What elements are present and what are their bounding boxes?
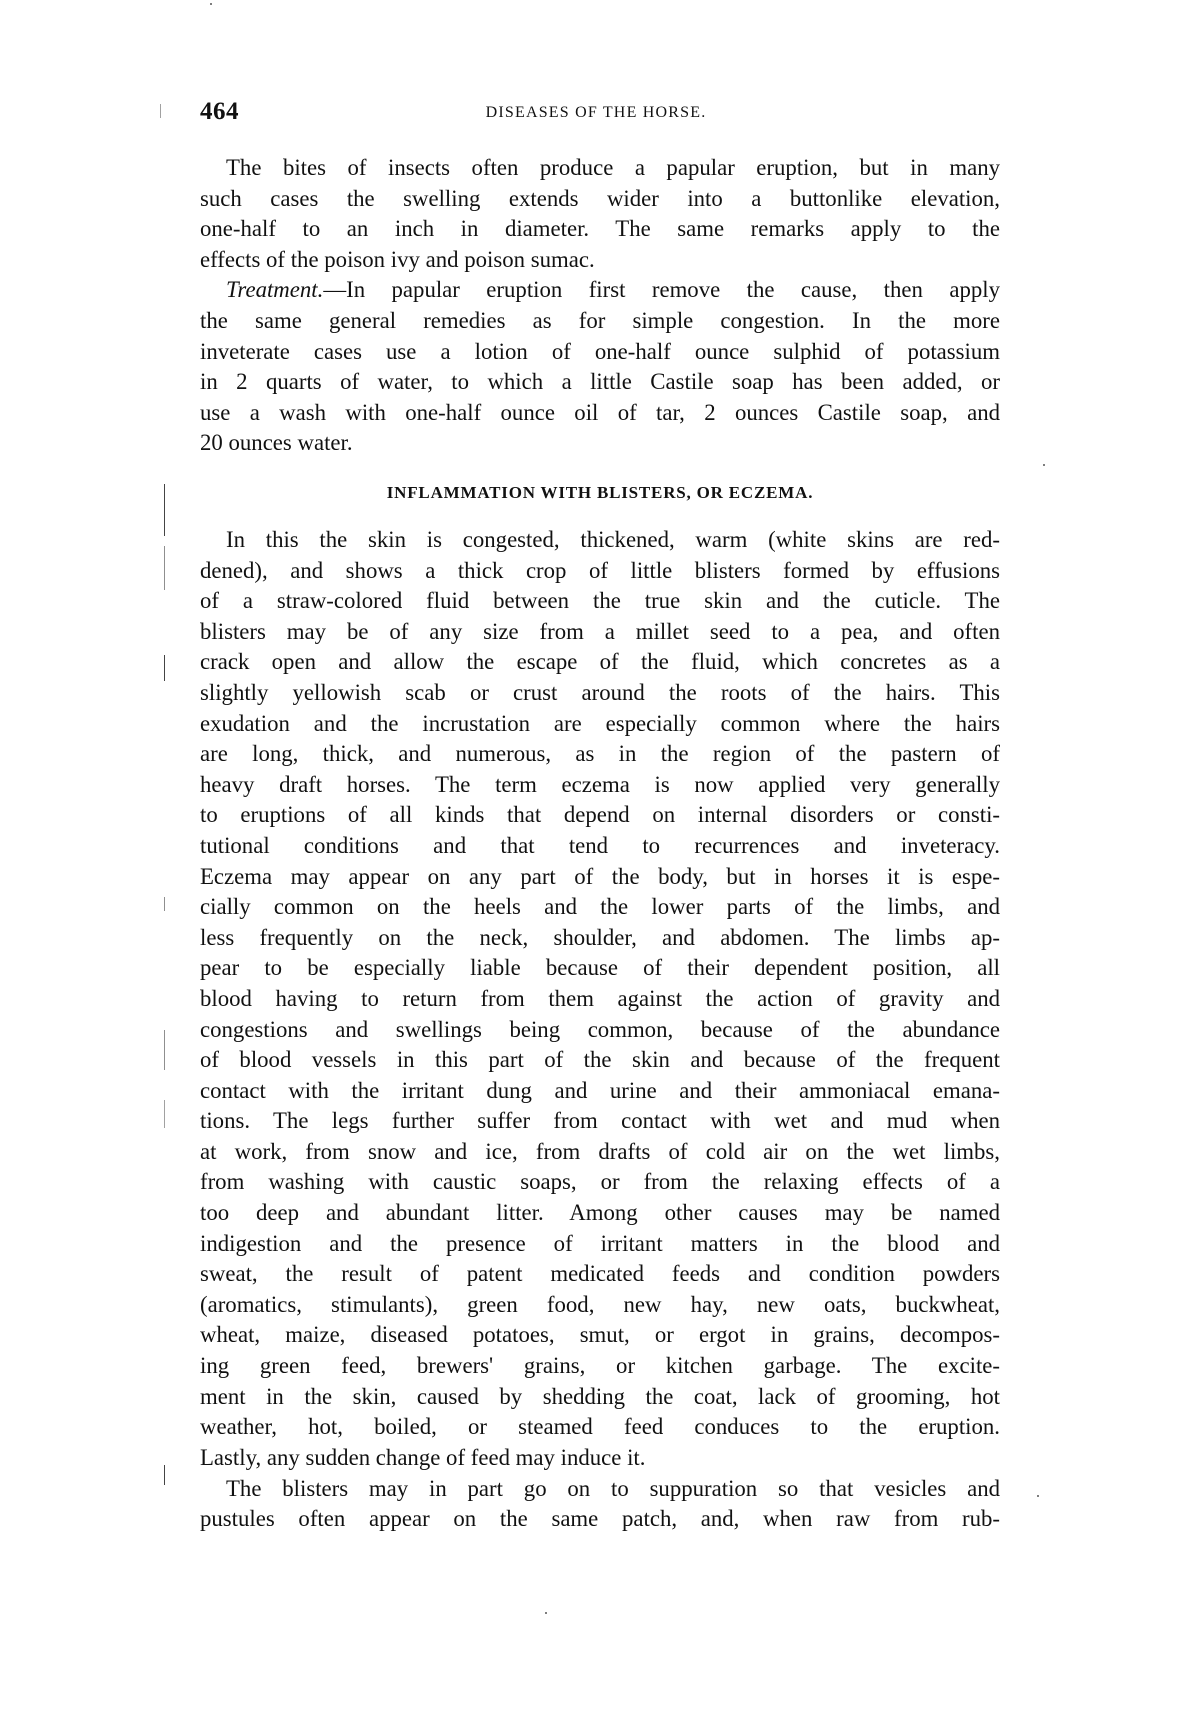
scan-margin-mark bbox=[164, 484, 165, 536]
text-line: pustules often appear on the same patch, and, when raw from rub- bbox=[200, 1506, 1000, 1532]
text-line: Lastly, any sudden change of feed may induce it. bbox=[200, 1444, 646, 1470]
text-line: contact with the irritant dung and urine and their ammoniacal emana- bbox=[200, 1077, 1000, 1103]
scan-speck bbox=[1043, 464, 1045, 466]
text-line: 20 ounces water. bbox=[200, 430, 353, 456]
text-line: ment in the skin, caused by shedding the coat, lack of grooming, hot bbox=[200, 1383, 1000, 1409]
text-line: ing green feed, brewers' grains, or kitchen garbage. The excite- bbox=[200, 1353, 1000, 1379]
scan-margin-mark bbox=[164, 1030, 165, 1070]
scan-speck bbox=[210, 3, 212, 5]
scan-margin-mark bbox=[164, 1465, 165, 1485]
text-line: Eczema may appear on any part of the body, but in horses it is espe- bbox=[200, 863, 1000, 889]
text-line: The bites of insects often produce a papular eruption, but in many bbox=[226, 155, 1000, 180]
text-line: effects of the poison ivy and poison sumac. bbox=[200, 246, 595, 272]
text-line: indigestion and the presence of irritant matters in the blood and bbox=[200, 1230, 1000, 1256]
running-title: DISEASES OF THE HORSE. bbox=[485, 104, 707, 121]
page-number: 464 bbox=[200, 98, 239, 125]
text-line: at work, from snow and ice, from drafts of cold air on the wet limbs, bbox=[200, 1138, 1000, 1164]
paragraph-treatment bbox=[200, 275, 1000, 459]
scan-margin-mark bbox=[164, 1100, 165, 1128]
treatment-label: Treatment. bbox=[226, 277, 324, 303]
text-line bbox=[200, 275, 1000, 306]
text-line: pear to be especially liable because of their dependent position, all bbox=[200, 955, 1000, 981]
text-line: blood having to return from them against the action of gravity and bbox=[200, 985, 1000, 1011]
text-line: exudation and the incrustation are especially common where the hairs bbox=[200, 710, 1000, 736]
scan-margin-mark bbox=[164, 546, 165, 590]
text-line: dened), and shows a thick crop of little blisters formed by effusions bbox=[200, 557, 1000, 583]
treatment-text: —In papular eruption first remove the cause, then apply bbox=[323, 277, 1000, 303]
text-line: congestions and swellings being common, because of the abundance bbox=[200, 1016, 1000, 1042]
text-line: from washing with caustic soaps, or from the relaxing effects of a bbox=[200, 1169, 1000, 1195]
paragraph-insect-bites bbox=[200, 153, 1000, 275]
text-line: to eruptions of all kinds that depend on internal disorders or consti- bbox=[200, 802, 1000, 828]
section-heading: INFLAMMATION WITH BLISTERS, OR ECZEMA. bbox=[386, 483, 814, 502]
text-line: of a straw-colored fluid between the true skin and the cuticle. The bbox=[200, 588, 1000, 614]
text-line: the same general remedies as for simple congestion. In the more bbox=[200, 307, 1000, 333]
text-line: sweat, the result of patent medicated feeds and condition powders bbox=[200, 1261, 1000, 1287]
text-line: too deep and abundant litter. Among other causes may be named bbox=[200, 1200, 1000, 1226]
text-line: heavy draft horses. The term eczema is now applied very generally bbox=[200, 771, 1000, 797]
scan-margin-mark bbox=[160, 104, 161, 118]
paragraph-suppuration bbox=[200, 1474, 1000, 1535]
text-line: weather, hot, boiled, or steamed feed conduces to the eruption. bbox=[200, 1414, 1000, 1440]
text-line: slightly yellowish scab or crust around the roots of the hairs. This bbox=[200, 679, 1000, 705]
scan-margin-mark bbox=[164, 655, 165, 681]
running-head bbox=[192, 98, 1000, 132]
text-line: in 2 quarts of water, to which a little Castile soap has been added, or bbox=[200, 369, 1000, 395]
scan-margin-mark bbox=[164, 897, 165, 911]
text-line: The blisters may in part go on to suppuration so that vesicles and bbox=[226, 1475, 1000, 1501]
text-line: use a wash with one-half ounce oil of tar, 2 ounces Castile soap, and bbox=[200, 399, 1000, 425]
text-line: In this the skin is congested, thickened, warm (white skins are red- bbox=[226, 527, 1000, 552]
text-line: are long, thick, and numerous, as in the region of the pastern of bbox=[200, 741, 1000, 767]
scan-speck bbox=[1037, 1495, 1039, 1497]
text-line: such cases the swelling extends wider into a buttonlike elevation, bbox=[200, 185, 1000, 211]
text-line: of blood vessels in this part of the skin and because of the frequent bbox=[200, 1047, 1000, 1073]
text-line: inveterate cases use a lotion of one-half ounce sulphid of potassium bbox=[200, 338, 1000, 364]
text-line: one-half to an inch in diameter. The same remarks apply to the bbox=[200, 216, 1000, 242]
text-line: less frequently on the neck, shoulder, and abdomen. The limbs ap- bbox=[200, 924, 1000, 950]
text-line: wheat, maize, diseased potatoes, smut, or ergot in grains, decompos- bbox=[200, 1322, 1000, 1348]
paragraph-eczema-description bbox=[200, 525, 1000, 1473]
scan-speck bbox=[545, 1612, 547, 1614]
text-line: tions. The legs further suffer from contact with wet and mud when bbox=[200, 1108, 1000, 1134]
text-line: cially common on the heels and the lower parts of the limbs, and bbox=[200, 894, 1000, 920]
text-line: (aromatics, stimulants), green food, new hay, new oats, buckwheat, bbox=[200, 1291, 1000, 1317]
text-line: tutional conditions and that tend to recurrences and inveteracy. bbox=[200, 832, 1000, 858]
text-line: crack open and allow the escape of the fluid, which concretes as a bbox=[200, 649, 1000, 675]
text-line: blisters may be of any size from a millet seed to a pea, and often bbox=[200, 618, 1000, 644]
